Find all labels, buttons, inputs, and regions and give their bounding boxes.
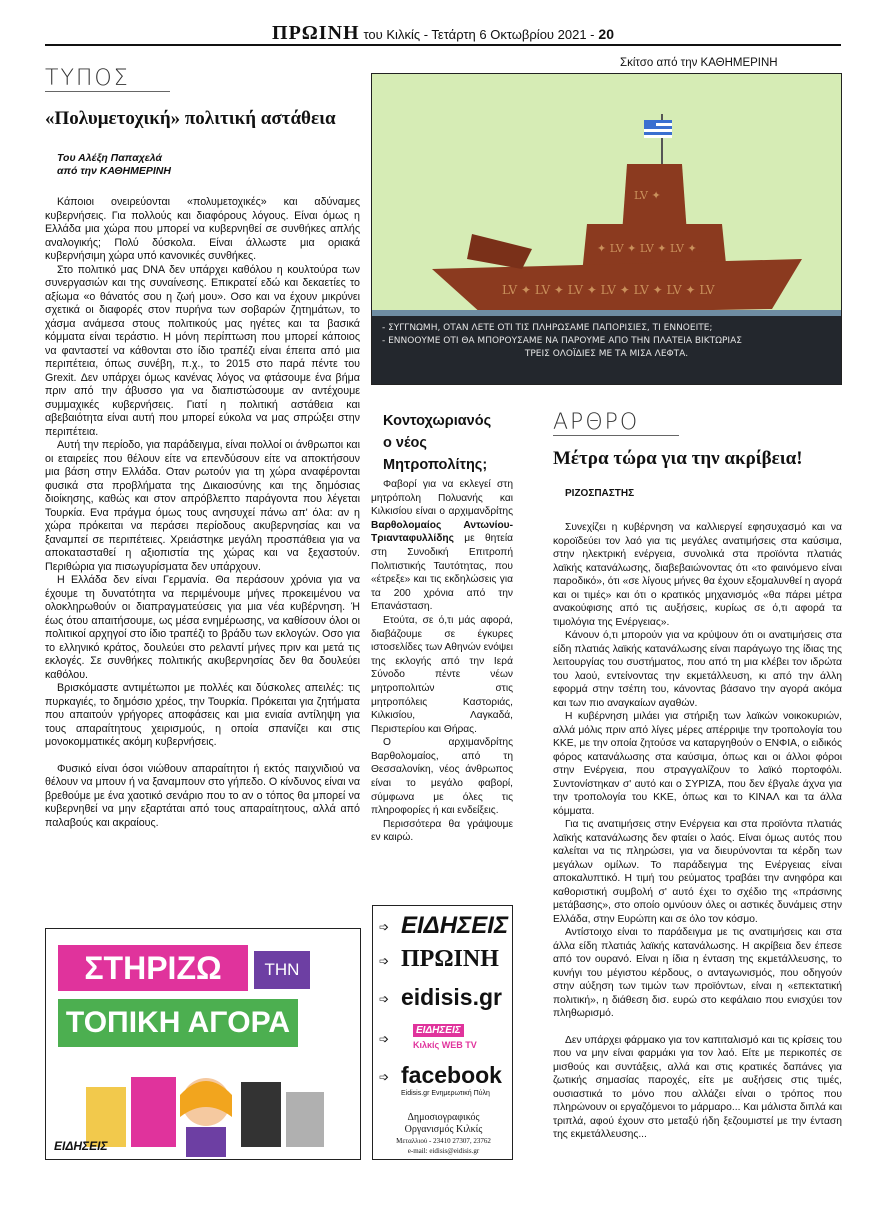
ad-headline-the: ΤΗΝ bbox=[254, 951, 310, 989]
article-title bbox=[383, 410, 513, 476]
caption-line: - ΣΥΓΓΝΩΜΗ, ΟΤΑΝ ΛΕΤΕ ΟΤΙ ΤΙΣ ΠΛΗΡΩΣΑΜΕ ΠΑΠΟΡΙΣΙΕΣ, ΤΙ ΕΝΝΟΕΙΤΕ; bbox=[382, 323, 713, 333]
article-body bbox=[371, 478, 513, 845]
page-header bbox=[45, 22, 841, 46]
arrow-icon: ➩ bbox=[379, 992, 390, 1006]
media-organization-ad[interactable] bbox=[372, 905, 513, 1160]
header-date: του Κιλκίς - Τετάρτη 6 Οκτωβρίου 2021 - bbox=[363, 27, 595, 42]
article-source: ΡΙΖΟΣΠΑΣΤΗΣ bbox=[565, 488, 635, 499]
arrow-icon: ➩ bbox=[379, 1070, 390, 1084]
website-link[interactable]: eidisis.gr bbox=[401, 984, 502, 1010]
svg-text:LV ✦: LV ✦ bbox=[634, 189, 661, 202]
arrow-icon: ➩ bbox=[379, 954, 390, 968]
ad-row bbox=[379, 946, 509, 976]
title-line: Μητροπολίτης; bbox=[383, 457, 488, 473]
paragraph: Φαβορί για να εκλεγεί στη μητρόπολη Πολυανής και Κιλκισίου είναι ο αρχιμανδρίτης Βαρθολομαίος Αντωνίου-Τριανταφυλλίδης με θητεία στη Συνοδική Επιτροπή Πολιτιστικής Ταυτότητας, που «έτρεξε» και τις εκδηλώσεις για τα 200 χρόνια από την Επανάσταση. bbox=[371, 479, 513, 613]
arrow-icon: ➩ bbox=[379, 920, 390, 934]
paragraph: Ο αρχιμανδρίτης Βαρθολομαίος, από τη Θεσσαλονίκη, νέος άνθρωπος είναι το μεγάλο φαβορί, σύμφωνα με όλες τις πληροφορίες ή και ενδείξεις. bbox=[371, 737, 513, 817]
paragraph: Δεν υπάρχει φάρμακο για τον καπιταλισμό και τις κρίσεις του που να μην είναι φαρμάκι για τον λαό. Είτε με περικοπές σε μισθούς και συντάξεις, αλλά και στις κρατικές δαπάνες για ζωτικής σημασίας παροχές, είτε με αυξήσεις στις τιμές, ουσιαστικά το μόνο που αλλάζει είναι ο τρόπος που πληρώνουν οι εργαζόμενοι το μάρμαρο... Και μάλιστα διπλά και τριπλά, αφού έχουν στο μεταξύ ήδη ξεζουμιστεί με την ένταση της εκμετάλλευσης... bbox=[553, 1034, 842, 1140]
org-name: Δημοσιογραφικός bbox=[407, 1112, 480, 1123]
paragraph: Αυτή την περίοδο, για παράδειγμα, είναι πολλοί οι άνθρωποι και οι εταιρείες που θέλουν είτε να επενδύσουν είτε να αποκτήσουν μια βάση στην Ελλάδα. Οταν ρωτούν για τη χώρα αναφέρονται φυσικά στα προβλήματα της Δικαιοσύνης και της δημόσιας διοίκησης, καθώς και στον απρόβλεπτο παράγοντα που λέγεται Τουρκία. Ενα πράγμα όμως τους ανησυχεί πάνω απ' όλα: αν η χώρα πρόκειται να περάσει περίοδους ακυβερνησίας και να ξαναμπεί σε περιπέτειες. Χρειάστηκε μεγάλη προσπάθεια για να αποκατασταθεί η αξιοπιστία της χώρας και να ξεχαστούν. Περιθώρια για πισωγυρίσματα δεν υπάρχουν. bbox=[45, 439, 360, 573]
masthead: ΠΡΩΙΝΗ bbox=[272, 22, 360, 44]
section-label: ΤΥΠΟΣ bbox=[45, 66, 170, 92]
name-highlight: Βαρθολομαίος Αντωνίου-Τριανταφυλλίδης bbox=[371, 519, 513, 545]
paragraph: Φυσικό είναι όσοι νιώθουν απαραίτητοι ή εκτός παιχνιδιού να θέλουν να μπουν ή να ξαναμπουν στο γήπεδο. Ο κίνδυνος είναι να βρεθούμε με ένα χαοτικό σενάριο που το αν ο τόπος θα μπορεί να κυβερνηθεί να μην εξαρτάται από τους απαραίτητους, αλλά από παλαβούς και ακραίους. bbox=[45, 762, 360, 829]
paragraph: Βρισκόμαστε αντιμέτωποι με πολλές και δύσκολες απειλές: τις πυρκαγιές, το δημόσιο χρέος, την Τουρκία. Πρόκειται για ζητήματα που απαιτούν γρήγορες αποφάσεις και μια ενιαία αντίληψη για τους απαραίτητους χειρισμούς, η οποία σπανίζει και στις μονοκομματικές ακόμη κυβερνήσεις. bbox=[45, 682, 360, 748]
arrow-icon: ➩ bbox=[379, 1032, 390, 1046]
title-line: ο νέος bbox=[383, 435, 427, 451]
paragraph: Η Ελλάδα δεν είναι Γερμανία. Θα περάσουν χρόνια για να έχουμε τη δυνατότητα να περιμένουμε μήνες προκειμένου να ολοκληρωθούν οι διαπραγματεύσεις για μια νέα κυβέρνηση. Ή έως ότου απαιτήσουμε, ως μέσα ενημέρωσης, να καθίσουν όλοι οι πολιτικοί αρχηγοί στο ίδιο τραπέζι το βράδυ των εκλογών. Οσο για το ελληνικό κράτος, δουλεύει στο ρελαντί μήνες πριν και μετά τις εκλογές. Σε συνθήκες πολιτικής ακυβερνησίας δεν θα δουλεύει καθόλου. bbox=[45, 574, 360, 681]
contact-phone: Μεταλλιού - 23410 27307, 23762 bbox=[396, 1137, 491, 1145]
ad-headline-market: ΤΟΠΙΚΗ ΑΓΟΡΑ bbox=[58, 999, 298, 1047]
paragraph: Συνεχίζει η κυβέρνηση να καλλιεργεί εφησυχασμό και να κοροϊδεύει τον λαό για τις μεγάλες ανατιμήσεις στα καύσιμα, στην ηλεκτρική ενέργεια, συνολικά στα προϊόντα πλατιάς λαϊκής κατανάλωσης, διαβεβαιώνοντας ότι «το φαινόμενο είναι παροδικό», ότι «σε λίγους μήνες θα έχουν εξομαλυνθεί η αγορά και οι τιμές» και ότι ο κρατικός μηχανισμός «θα πάρει μέτρα ανακούφισης από τις αυξήσεις, κυρίως σε ό,τι αφορά τα τιμολόγια της Ενέργειας». bbox=[553, 522, 842, 628]
org-name: Οργανισμός Κιλκίς bbox=[404, 1124, 483, 1135]
facebook-page-name: Eidisis.gr Ενημερωτική Πύλη bbox=[401, 1090, 490, 1097]
eidiseis-logo: ΕΙΔΗΣΕΙΣ bbox=[401, 912, 509, 939]
paragraph: Ετούτα, σε ό,τι μάς αφορά, διαβάζουμε σε έγκυρες ιστοσελίδες των Αθηνών ενόψει της εκλογής από την Ιερά Σύνοδο πέντε νέων μητροπολιτών στις μητροπόλεις Καστοριάς, Κιλκισίου, Λαγκαδά, Περιστερίου και Θήρας. bbox=[371, 614, 513, 735]
contact-email: e-mail: eidisis@eidisis.gr bbox=[407, 1147, 480, 1155]
paragraph: Αντίστοιχο είναι το παράδειγμα με τις ανατιμήσεις και στα άλλα είδη πλατιάς λαϊκής κατανάλωσης. Η ακρίβεια δεν έπεσε από τον ουρανό. Είναι η ίδια η ένταση της εκμετάλλευσης, το κυνήγι του μέγιστου κέρδους, ο ανταγωνισμός, που οδηγούν στην αύξηση των τιμών των προϊόντων, είναι η «επεκτατική πολιτική», η διάθεση δισ. ευρώ στο κεφάλαιο που ενισχύει τον πληθωρισμό. bbox=[553, 927, 842, 1019]
paragraph: Για τις ανατιμήσεις στην Ενέργεια και στα προϊόντα πλατιάς λαϊκής κατανάλωσης δεν φταίει ο λαός. Είναι όμως αυτός που καλείται να τις πληρώσει, για να διευρύνονται τα κέρδη των μεγάλων ομίλων. Το παράδειγμα της Ενέργειας είναι αποκαλυπτικό. Η τιμή του ρεύματος τραβάει την ανηφόρα και καθοριστική συμβολή σ' αυτό έχει το σχέδιο της «πράσινης μετάβασης», στο οποίο ομνύουν όλες οι αστικές δυνάμεις στην Ελλάδα, στην Ευρώπη και σε όλο τον κόσμο. bbox=[553, 819, 842, 925]
web-tv-label[interactable]: Κιλκίς WEB TV bbox=[413, 1040, 477, 1050]
web-tv-logo: ΕΙΔΗΣΕΙΣ bbox=[413, 1024, 464, 1037]
svg-text:✦ LV ✦ LV ✦ LV ✦: ✦ LV ✦ LV ✦ LV ✦ bbox=[597, 242, 697, 255]
ad-footer-logo: ΕΙΔΗΣΕΙΣ bbox=[54, 1139, 108, 1153]
cartoon-caption bbox=[372, 316, 841, 384]
article-body bbox=[553, 521, 842, 1142]
section-label: ΑΡΘΡΟ bbox=[553, 410, 679, 436]
warship-illustration bbox=[372, 74, 842, 324]
press-column bbox=[45, 66, 360, 830]
ad-row[interactable] bbox=[379, 984, 509, 1014]
paragraph: Περισσότερα θα γράψουμε εν καιρώ. bbox=[371, 818, 513, 844]
byline-source: από την ΚΑΘΗΜΕΡΙΝΗ bbox=[57, 165, 171, 177]
title-line: Κοντοχωριανός bbox=[383, 413, 492, 429]
article-title: «Πολυμετοχική» πολιτική αστάθεια bbox=[45, 108, 336, 129]
paragraph: Κάνουν ό,τι μπορούν για να κρύψουν ότι οι ανατιμήσεις στα είδη πλατιάς λαϊκής κατανάλωσης είναι παράγωγο της ίδιας της λειτουργίας του συστήματος, που από τη μια κλέβει τον ιδρώτα του λαού, εντείνοντας την εκμετάλλευση, κι από την άλλη εφορμά στην τσέπη του, κάνοντας βάσανο την αγορά ακόμα και των πιο αναγκαίων αγαθών. bbox=[553, 630, 842, 709]
caption-line: ΤΡΕΙΣ ΟΛΟΪΔΙΕΣ ΜΕ ΤΑ ΜΙΣΑ ΛΕΦΤΑ. bbox=[524, 349, 689, 359]
svg-text:LV ✦ LV ✦ LV ✦ LV ✦ LV ✦ LV ✦: LV ✦ LV ✦ LV ✦ LV ✦ LV ✦ LV ✦ LV bbox=[502, 283, 715, 297]
ad-headline: ΣΤΗΡΙΖΩ bbox=[58, 945, 248, 991]
byline bbox=[57, 152, 360, 178]
cartoon-credit: Σκίτσο από την ΚΑΘΗΜΕΡΙΝΗ bbox=[620, 57, 778, 69]
paragraph: Η κυβέρνηση μιλάει για στήριξη των λαϊκών νοικοκυριών, αλλά μόλις πριν από λίγες μέρες απέρριψε την τροπολογία του ΚΚΕ, με την οποία ζητούσε να καταργηθούν ο ΕΝΦΙΑ, ο ειδικός φόρος κατανάλωσης στα καύσιμα, όπως και οι άλλοι φόροι στην Ενέργεια, που στραγγαλίζουν το λαϊκό πορτοφόλι. Συντονίστηκαν σ' αυτό και ο ΣΥΡΙΖΑ, που δεν έβγαλε άχνα για την τροπολογία του ΚΚΕ, όπως και το ΚΙΝΑΛ και τα άλλα κόμματα. bbox=[553, 711, 842, 817]
ad-row bbox=[379, 912, 509, 942]
proini-logo: ΠΡΩΙΝΗ bbox=[401, 946, 499, 972]
page-number: 20 bbox=[598, 26, 614, 42]
caption-line: - ΕΝΝΟΟΥΜΕ ΟΤΙ ΘΑ ΜΠΟΡΟΥΣΑΜΕ ΝΑ ΠΑΡΟΥΜΕ ΑΠΟ ΤΗΝ ΠΛΑΤΕΙΑ ΒΙΚΤΩΡΙΑΣ bbox=[382, 336, 742, 346]
ad-row[interactable] bbox=[379, 1062, 509, 1102]
ad-row[interactable] bbox=[379, 1024, 509, 1058]
cartoon-image bbox=[371, 73, 842, 385]
byline-author: Του Αλέξη Παπαχελά bbox=[57, 152, 162, 164]
shopping-bags-image bbox=[76, 1057, 336, 1157]
article-column bbox=[553, 410, 842, 1142]
facebook-link[interactable]: facebook bbox=[401, 1062, 502, 1088]
metropolitan-column bbox=[371, 410, 513, 845]
support-local-market-ad[interactable] bbox=[45, 928, 361, 1160]
paragraph: Κάποιοι ονειρεύονται «πολυμετοχικές» και αδύναμες κυβερνήσεις. Για πολλούς και διαφόρους λόγους. Είναι όμως η Ελλάδα μια χώρα που μπορεί να κυβερνηθεί σε συνθήκες απλής αναλογικής; Πολύ δύσκολα. Είναι άλλωστε μια οριακά κυβερνήσιμη χώρα υπό κανονικές συνθήκες. bbox=[45, 196, 360, 262]
paragraph: Στο πολιτικό μας DNA δεν υπάρχει καθόλου η κουλτούρα των συνεργασιών και της συναίνεσης. Επικρατεί εδώ και δεκαετίες το αξίωμα «ο θάνατός σου η ζωή μου». Οσο και να έχουν μικρύνει σχετικά οι διαφορές στον πυρήνα των σοβαρών ζητημάτων, το χάσμα ανάμεσα στους πολιτικούς μας ηγέτες και τα βασικά κόμματα είναι τεράστιο. Η μόνη περίπτωση που μπορεί κάποιος να φανταστεί να κάθονται στο ίδιο τραπέζι είναι έπειτα από μια περιπέτεια, όπως συνέβη, π.χ., το 2015 στο παρά πέντε του Grexit. Δεν υπάρχει όμως κανένας λόγος να φτάσουμε ένα βήμα πριν από την άβυσσο για να διαπιστώσουμε αν αντέχουμε συμμαχικές κυβερνήσεις. Γιατί η πολιτική αστάθεια και αβεβαιότητα είναι αυτή που μπορεί εύκολα να μας σπρώξει στην περιπέτεια. bbox=[45, 263, 360, 438]
article-body bbox=[45, 196, 360, 830]
article-title: Μέτρα τώρα για την ακρίβεια! bbox=[553, 448, 803, 469]
